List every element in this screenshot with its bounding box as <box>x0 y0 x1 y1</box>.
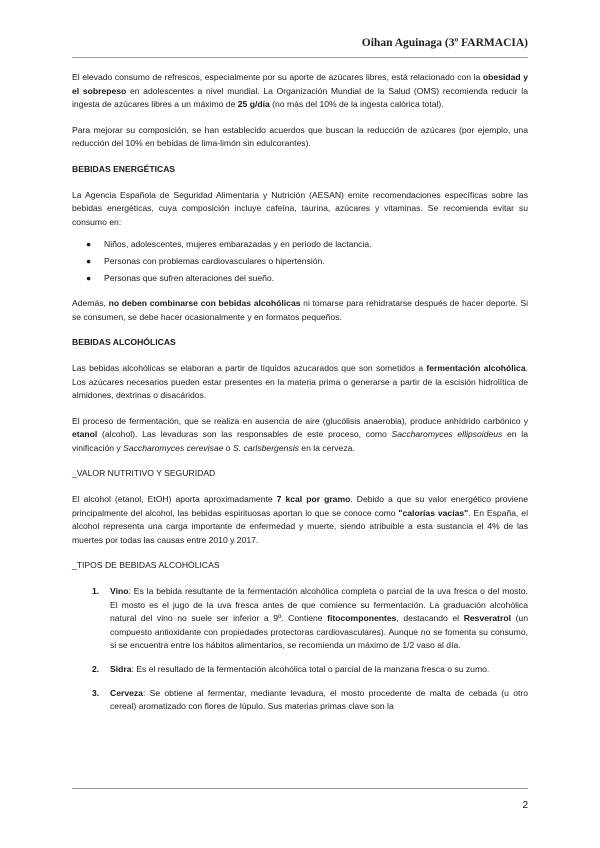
list-item: ● Niños, adolescentes, mujeres embarazadas y en periodo de lactancia. <box>86 238 528 252</box>
bold-text: etanol <box>72 429 98 440</box>
italic-text: S. carlsbergensis <box>232 442 299 453</box>
list-number: 1. <box>92 586 100 597</box>
text-run: Además, <box>72 298 109 309</box>
energeticas-bullet-list <box>72 238 528 285</box>
list-item: ● Personas que sufren alteraciones del sueño. <box>86 272 528 286</box>
energeticas-paragraph-2 <box>72 297 528 324</box>
footer-rule <box>72 788 528 789</box>
section-heading-tipos: _TIPOS DE BEBIDAS ALCOHÓLICAS <box>72 560 220 571</box>
text-run: : Es la bebida resultante de la fermentación alcohólica completa o parcial de la uva fresca o del mosto. El mosto es el jugo de la uva fresca antes de que comience su fermentación. La graduación alcohólica natural del vino no suele ser inferior a 9º. Contiene <box>110 586 528 624</box>
bold-text: 7 kcal por gramo <box>276 494 351 505</box>
valor-paragraph-1 <box>72 493 528 547</box>
text-run: (un compuesto antioxidante con propiedades protectoras cardiovasculares). Aunque no se fomenta su consumo, si se encuentra entre los hábitos alimentarios, se recomienda un máximo de 1/2 vaso al día. <box>110 613 528 651</box>
header-title: Oihan Aguinaga (3º FARMACIA) <box>361 37 528 49</box>
list-item-vino <box>92 585 528 653</box>
bullet-icon: ● <box>86 255 92 266</box>
text-run: en la vinificación y <box>72 429 528 453</box>
text-run: (alcohol). Las levaduras son las responsables de este proceso, como <box>97 429 392 440</box>
text-run: El elevado consumo de refrescos, especialmente por su aporte de azúcares libres, está relacionado con la <box>72 72 483 82</box>
alcoholicas-paragraph-1 <box>72 362 528 403</box>
intro-paragraph-2: Para mejorar su composición, se han establecido acuerdos que buscan la reducción de azúcares (por ejemplo, una reducción del 10% en bebidas de lima-limón sin edulcorantes). <box>72 124 528 149</box>
section-heading-valor-nutritivo: _VALOR NUTRITIVO Y SEGURIDAD <box>72 468 216 479</box>
text-run: : Es el resultado de la fermentación alcohólica total o parcial de la manzana fresca o su zumo. <box>131 664 490 674</box>
text-run: en la cerveza. <box>298 442 355 453</box>
bold-text: Sidra <box>110 664 132 674</box>
header-rule <box>72 57 528 58</box>
text-run: Las bebidas alcohólicas se elaboran a partir de líquidos azucarados que son sometidos a <box>72 362 427 373</box>
text-run: . En España, el alcohol representa una carga importante de enfermedad y muerte, siendo atribuible a esta sustancia el 4% de las muertes por todas las causas entre 2010 y 2017. <box>72 507 528 545</box>
bullet-icon: ● <box>86 239 92 250</box>
text-run: . Debido a que su valor energético proviene principalmente del alcohol, las bebidas espirituosas aportan lo que se conoce como <box>72 494 528 518</box>
energeticas-paragraph-1: La Agencia Española de Seguridad Alimentaria y Nutrición (AESAN) emite recomendaciones específicas sobre las bebidas energéticas, cuya composición incluye cafeína, taurina, azúcares y vitaminas. Se recomienda evitar su consumo en: <box>72 189 528 227</box>
text-run: ni tomarse para rehidratarse después de hacer deporte. Si se consumen, se debe hacer ocasionalmente y en formatos pequeños. <box>72 298 528 322</box>
list-number: 2. <box>92 664 100 674</box>
page-content <box>72 71 528 714</box>
text-run: o <box>223 442 233 453</box>
section-heading-energeticas: BEBIDAS ENERGÉTICAS <box>72 163 176 174</box>
list-item-sidra <box>92 663 528 677</box>
text-run: (no más del 10% de la ingesta calórica total). <box>269 99 444 110</box>
list-number: 3. <box>92 687 100 698</box>
list-item: ● Personas con problemas cardiovasculares o hipertensión. <box>86 255 528 269</box>
bold-text: Resveratrol <box>463 613 511 624</box>
text-run: en adolescentes a nivel mundial. La Organización Mundial de la Salud (OMS) recomienda reducir la ingesta de azúcares libres a un máximo de <box>72 85 528 110</box>
text-run: : Se obtiene al fermentar, mediante levadura, el mosto procedente de malta de cebada (u otro cereal) aromatizado con flores de lúpulo. Sus materias primas clave son la <box>110 687 528 712</box>
italic-text: Saccharomyces cerevisae <box>123 442 224 453</box>
text-run: El proceso de fermentación, que se realiza en ausencia de aire (glucólisis anaerobia), produce anhídrido carbónico y <box>72 415 528 426</box>
bold-text: Vino <box>110 586 129 597</box>
text-run: , destacando el <box>396 613 464 624</box>
tipos-numbered-list <box>72 585 528 714</box>
bold-text: "calorías vacías" <box>398 507 469 518</box>
bullet-icon: ● <box>86 272 92 283</box>
text-run: El alcohol (etanol, EtOH) aporta aproximadamente <box>72 494 277 505</box>
section-heading-alcoholicas: BEBIDAS ALCOHÓLICAS <box>72 337 176 348</box>
bold-text: no deben combinarse con bebidas alcohólicas <box>108 298 301 309</box>
bold-text: Cerveza <box>110 687 143 698</box>
list-item-cerveza <box>92 687 528 714</box>
bold-text: fitocomponentes <box>327 613 397 624</box>
bold-text: obesidad y el sobrepeso <box>72 72 528 96</box>
text-run: . Los azúcares necesarios pueden estar presentes en la materia prima o generarse a partir de la escisión hidrolítica de almidones, dextrinas o disacáridos. <box>72 362 528 401</box>
italic-text: Saccharomyces ellipsoideus <box>391 429 503 440</box>
bold-text: 25 g/día <box>237 99 270 110</box>
bold-text: fermentación alcohólica <box>426 362 526 373</box>
page-number: 2 <box>522 800 528 811</box>
intro-paragraph-1 <box>72 71 528 112</box>
alcoholicas-paragraph-2 <box>72 415 528 456</box>
